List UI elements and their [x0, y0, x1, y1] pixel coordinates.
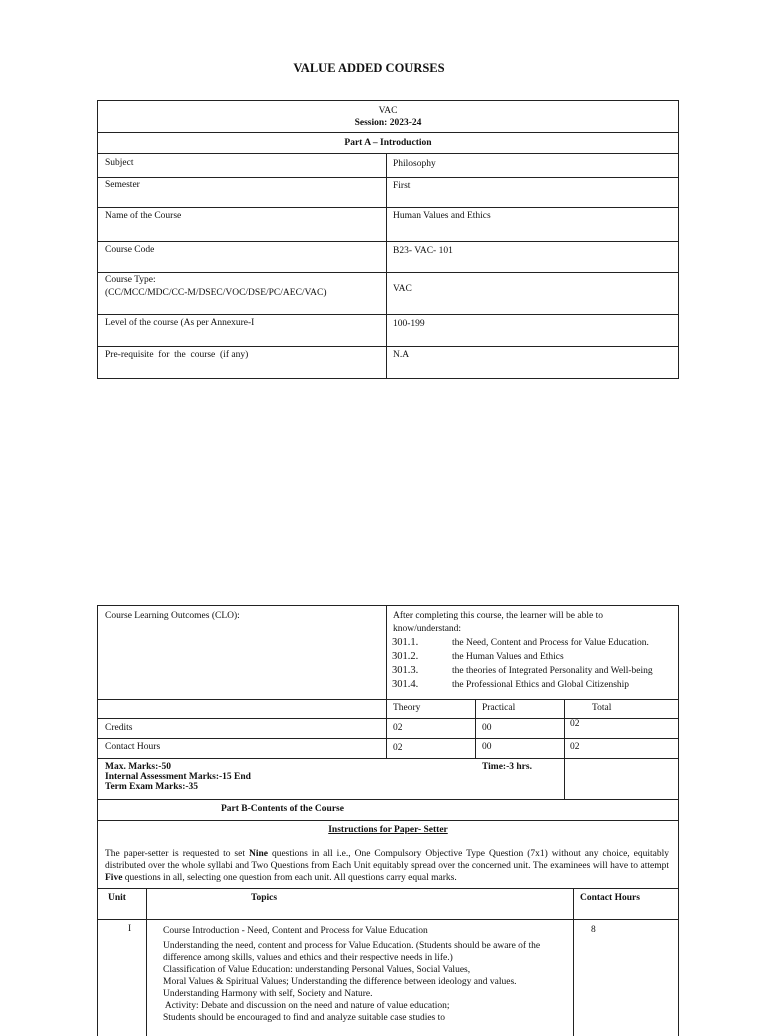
contact-hours-total: 02	[570, 742, 580, 752]
topic-line: Students should be encouraged to find and analyze suitable case studies to	[163, 1013, 446, 1023]
unit-title: Course Introduction - Need, Content and Process for Value Education	[163, 926, 428, 936]
part-b-table	[97, 605, 679, 1036]
row-value-semester: First	[393, 181, 411, 191]
row-label-course-code: Course Code	[105, 245, 155, 255]
credits-practical: 00	[482, 723, 492, 733]
session-label: Session: 2023-24	[354, 118, 422, 128]
vac-heading: VAC	[378, 106, 398, 116]
contact-hours-header: Contact Hours	[580, 893, 640, 903]
clo-item: 301.2. the Human Values and Ethics	[392, 651, 564, 662]
contact-hours-label: Contact Hours	[105, 742, 161, 752]
row-label-prerequisite: Pre-requisite for the course (if any)	[105, 350, 249, 360]
clo-list	[392, 636, 653, 692]
contents-heading: Part B-Contents of the Course	[221, 804, 344, 814]
topic-line: Understanding Harmony with self, Society and Nature.	[163, 989, 373, 999]
topics-header: Topics	[251, 893, 278, 903]
header-theory: Theory	[393, 703, 421, 713]
row-value-course-code: B23- VAC- 101	[393, 246, 453, 256]
contact-hours-theory: 02	[393, 743, 403, 753]
row-value-course-type: VAC	[393, 284, 412, 294]
instructions-heading: Instructions for Paper- Setter	[328, 825, 448, 835]
exam-time: Time:-3 hrs.	[482, 762, 532, 772]
row-value-subject: Philosophy	[393, 159, 436, 169]
part-a-heading: Part A – Introduction	[344, 138, 432, 148]
credits-total: 02	[570, 719, 580, 729]
clo-item: 301.1. the Need, Content and Process for Value Education.	[392, 637, 649, 648]
instructions-text: The paper-setter is requested to set Nine questions in all i.e., One Compulsory Objective Type Question (7x1) without any choice, equitably distributed over the whole syllabi and Two Questions from Each Unit equitably spread over the concerned unit. The examinees will have to attempt Five questions in all, selecting one question from each unit. All questions carry equal marks.	[105, 849, 669, 883]
clo-label: Course Learning Outcomes (CLO):	[105, 611, 240, 621]
clo-item: 301.3. the theories of Integrated Personality and Well-being	[392, 665, 653, 676]
marks-block	[105, 762, 251, 792]
contact-hours-practical: 00	[482, 742, 492, 752]
topic-line: Understanding the need, content and process for Value Education. (Students should be aware of the difference among skills, values and ethics and their respective needs in life.)	[163, 941, 541, 963]
clo-item: 301.4. the Professional Ethics and Global Citizenship	[392, 679, 630, 690]
header-practical: Practical	[482, 703, 516, 713]
row-value-course-name: Human Values and Ethics	[393, 211, 491, 221]
page-title: VALUE ADDED COURSES	[293, 61, 445, 75]
credits-label: Credits	[105, 723, 133, 733]
row-label-semester: Semester	[105, 180, 140, 190]
row-value-prerequisite: N.A	[393, 350, 410, 360]
max-marks: Max. Marks:-50	[105, 762, 171, 772]
row-label-course-type-codes: (CC/MCC/MDC/CC-M/DSEC/VOC/DSE/PC/AEC/VAC)	[105, 288, 327, 298]
unit-number: I	[128, 924, 132, 934]
row-label-subject: Subject	[105, 158, 134, 168]
internal-assessment-marks: Internal Assessment Marks:-15 End	[105, 772, 251, 782]
topic-line: Moral Values & Spiritual Values; Understanding the difference between ideology and values.	[163, 977, 517, 987]
row-label-course-type: Course Type:	[105, 275, 156, 285]
row-label-level: Level of the course (As per Annexure-I	[105, 318, 255, 328]
topic-line: Activity: Debate and discussion on the need and nature of value education;	[163, 1001, 450, 1011]
clo-intro: After completing this course, the learner will be able to know/understand:	[393, 611, 603, 634]
credits-theory: 02	[393, 723, 403, 733]
part-a-table	[97, 100, 679, 379]
header-total: Total	[592, 703, 612, 713]
unit-topics	[163, 925, 569, 1024]
unit-header: Unit	[108, 893, 126, 903]
row-label-course-name: Name of the Course	[105, 211, 182, 221]
term-exam-marks: Term Exam Marks:-35	[105, 782, 199, 792]
row-value-level: 100-199	[393, 319, 425, 329]
topic-line: Classification of Value Education: understanding Personal Values, Social Values,	[163, 965, 471, 975]
unit-hours: 8	[591, 925, 596, 935]
